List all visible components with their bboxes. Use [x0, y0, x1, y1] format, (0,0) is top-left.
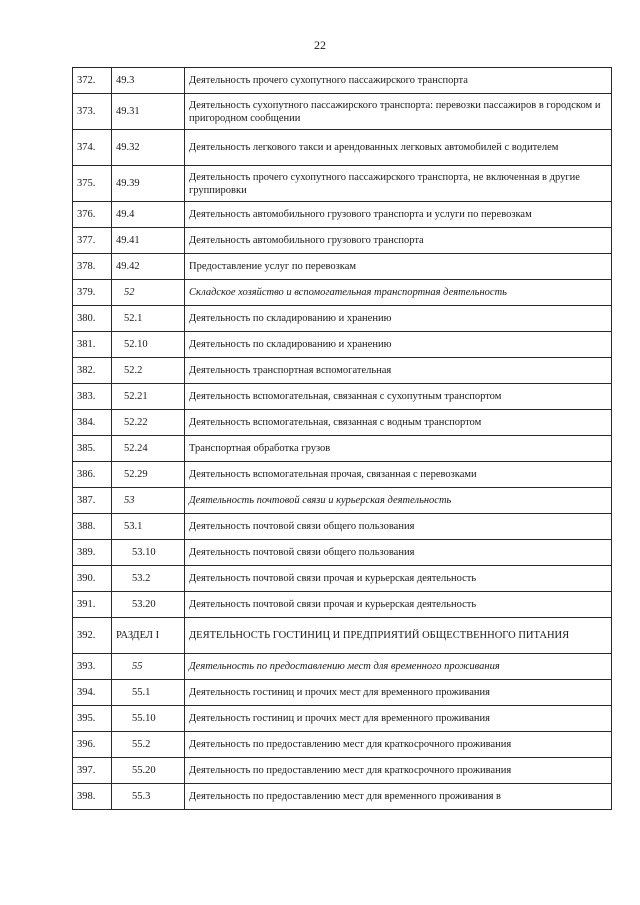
okved-code: 52.29 — [112, 462, 185, 488]
okved-code: 53.2 — [112, 566, 185, 592]
okved-code: 55 — [112, 654, 185, 680]
okved-code: 49.39 — [112, 166, 185, 202]
row-number: 387. — [73, 488, 112, 514]
okved-code: 55.10 — [112, 706, 185, 732]
okved-code: 55.3 — [112, 784, 185, 810]
activity-description: Деятельность по предоставлению мест для краткосрочного проживания — [185, 758, 612, 784]
activity-description: Деятельность гостиниц и прочих мест для временного проживания — [185, 680, 612, 706]
okved-code: 53.10 — [112, 540, 185, 566]
okved-code: 55.20 — [112, 758, 185, 784]
table-row — [73, 784, 612, 810]
activity-description: Деятельность транспортная вспомогательная — [185, 358, 612, 384]
okved-code: 49.4 — [112, 202, 185, 228]
table-row — [73, 306, 612, 332]
table-row — [73, 384, 612, 410]
row-number: 390. — [73, 566, 112, 592]
activity-description: Деятельность автомобильного грузового транспорта — [185, 228, 612, 254]
okved-code: 49.32 — [112, 130, 185, 166]
row-number: 394. — [73, 680, 112, 706]
okved-code: 55.2 — [112, 732, 185, 758]
row-number: 372. — [73, 68, 112, 94]
activity-description: Деятельность почтовой связи общего пользования — [185, 514, 612, 540]
table-row — [73, 228, 612, 254]
row-number: 381. — [73, 332, 112, 358]
table-row — [73, 332, 612, 358]
okved-code: 52 — [112, 280, 185, 306]
row-number: 395. — [73, 706, 112, 732]
okved-code: 53 — [112, 488, 185, 514]
row-number: 379. — [73, 280, 112, 306]
row-number: 391. — [73, 592, 112, 618]
table-row — [73, 436, 612, 462]
table-row — [73, 758, 612, 784]
row-number: 375. — [73, 166, 112, 202]
row-number: 386. — [73, 462, 112, 488]
section-title: ДЕЯТЕЛЬНОСТЬ ГОСТИНИЦ И ПРЕДПРИЯТИЙ ОБЩЕСТВЕННОГО ПИТАНИЯ — [185, 618, 612, 654]
table-row — [73, 654, 612, 680]
row-number: 385. — [73, 436, 112, 462]
row-number: 374. — [73, 130, 112, 166]
activity-description: Деятельность вспомогательная, связанная с водным транспортом — [185, 410, 612, 436]
table-row — [73, 488, 612, 514]
row-number: 380. — [73, 306, 112, 332]
row-number: 393. — [73, 654, 112, 680]
table-row — [73, 706, 612, 732]
activity-description: Деятельность почтовой связи прочая и курьерская деятельность — [185, 592, 612, 618]
okved-code: 53.20 — [112, 592, 185, 618]
okved-code: 52.10 — [112, 332, 185, 358]
activity-description: Деятельность по предоставлению мест для временного проживания — [185, 654, 612, 680]
table-row — [73, 254, 612, 280]
table-row — [73, 358, 612, 384]
activity-description: Деятельность по предоставлению мест для краткосрочного проживания — [185, 732, 612, 758]
activity-description: Деятельность по складированию и хранению — [185, 306, 612, 332]
activity-description: Транспортная обработка грузов — [185, 436, 612, 462]
row-number: 378. — [73, 254, 112, 280]
activity-description: Деятельность почтовой связи общего пользования — [185, 540, 612, 566]
activity-description: Деятельность по складированию и хранению — [185, 332, 612, 358]
okved-code: 49.41 — [112, 228, 185, 254]
table-row — [73, 202, 612, 228]
okved-code: 52.24 — [112, 436, 185, 462]
row-number: 377. — [73, 228, 112, 254]
activity-description: Деятельность вспомогательная прочая, связанная с перевозками — [185, 462, 612, 488]
activity-description: Деятельность сухопутного пассажирского транспорта: перевозки пассажиров в городском и пригородном сообщении — [185, 94, 612, 130]
okved-code: 52.22 — [112, 410, 185, 436]
table-row — [73, 68, 612, 94]
table-row — [73, 680, 612, 706]
row-number: 398. — [73, 784, 112, 810]
activity-description: Предоставление услуг по перевозкам — [185, 254, 612, 280]
row-number: 382. — [73, 358, 112, 384]
okved-code: 49.3 — [112, 68, 185, 94]
row-number: 392. — [73, 618, 112, 654]
table-row — [73, 618, 612, 654]
okved-table — [72, 67, 612, 810]
okved-code: 52.1 — [112, 306, 185, 332]
table-row — [73, 514, 612, 540]
row-number: 383. — [73, 384, 112, 410]
row-number: 389. — [73, 540, 112, 566]
page-number: 22 — [314, 38, 326, 52]
table-row — [73, 540, 612, 566]
activity-description: Деятельность легкового такси и арендованных легковых автомобилей с водителем — [185, 130, 612, 166]
okved-code: 49.31 — [112, 94, 185, 130]
activity-description: Деятельность гостиниц и прочих мест для временного проживания — [185, 706, 612, 732]
table-row — [73, 280, 612, 306]
table-row — [73, 130, 612, 166]
activity-description: Складское хозяйство и вспомогательная транспортная деятельность — [185, 280, 612, 306]
table-row — [73, 462, 612, 488]
okved-code: 52.21 — [112, 384, 185, 410]
table-row — [73, 732, 612, 758]
table-row — [73, 166, 612, 202]
activity-description: Деятельность прочего сухопутного пассажирского транспорта, не включенная в другие группировки — [185, 166, 612, 202]
row-number: 384. — [73, 410, 112, 436]
activity-description: Деятельность прочего сухопутного пассажирского транспорта — [185, 68, 612, 94]
okved-code: 49.42 — [112, 254, 185, 280]
row-number: 376. — [73, 202, 112, 228]
section-code: РАЗДЕЛ I — [112, 618, 185, 654]
activity-description: Деятельность вспомогательная, связанная с сухопутным транспортом — [185, 384, 612, 410]
row-number: 388. — [73, 514, 112, 540]
activity-description: Деятельность автомобильного грузового транспорта и услуги по перевозкам — [185, 202, 612, 228]
row-number: 396. — [73, 732, 112, 758]
table-row — [73, 410, 612, 436]
activity-description: Деятельность почтовой связи прочая и курьерская деятельность — [185, 566, 612, 592]
table-row — [73, 566, 612, 592]
activity-description: Деятельность по предоставлению мест для временного проживания в — [185, 784, 612, 810]
row-number: 397. — [73, 758, 112, 784]
okved-code: 55.1 — [112, 680, 185, 706]
table-row — [73, 94, 612, 130]
activity-description: Деятельность почтовой связи и курьерская деятельность — [185, 488, 612, 514]
okved-code: 52.2 — [112, 358, 185, 384]
table-row — [73, 592, 612, 618]
row-number: 373. — [73, 94, 112, 130]
okved-code: 53.1 — [112, 514, 185, 540]
